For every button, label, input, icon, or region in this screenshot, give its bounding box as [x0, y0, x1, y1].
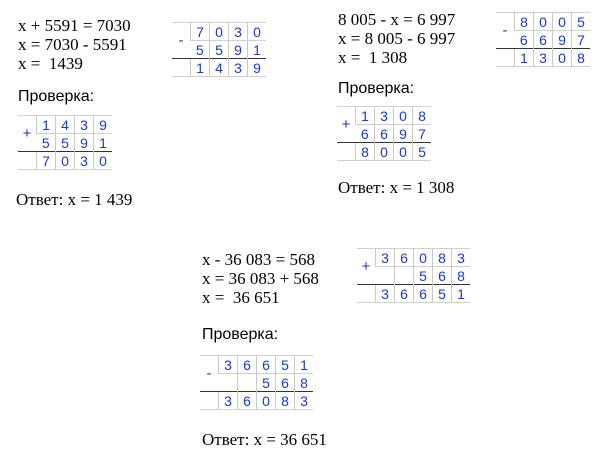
digit-cell: 8: [452, 267, 471, 285]
digit-cell: 6: [375, 125, 394, 143]
empty-cell: [200, 392, 219, 410]
empty-cell: [496, 49, 515, 67]
digit-cell: 8: [413, 107, 432, 125]
digit-cell: 0: [534, 13, 553, 31]
digit-cell: 5: [191, 41, 210, 59]
digit-cell: 9: [229, 41, 248, 59]
digit-cell: 3: [229, 59, 248, 77]
answer-text: Ответ: х = 1 439: [16, 190, 133, 209]
equation-line: x = 36 083 + 568: [202, 269, 319, 288]
digit-cell: 8: [276, 392, 295, 410]
digit-cell: 8: [433, 249, 452, 267]
digit-cell: 0: [414, 249, 433, 267]
digit-cell: 3: [75, 116, 94, 134]
digit-cell: 7: [413, 125, 432, 143]
operator-sign: +: [18, 116, 37, 152]
problem2-solve-table: [496, 12, 590, 67]
digit-cell: [395, 267, 414, 285]
empty-cell: [18, 152, 37, 170]
digit-cell: 3: [75, 152, 94, 170]
digit-cell: [219, 374, 238, 392]
digit-cell: 3: [219, 356, 238, 374]
digit-cell: 7: [37, 152, 56, 170]
digit-cell: 5: [572, 13, 591, 31]
problem1-solve-table: [172, 22, 266, 77]
digit-cell: 5: [210, 41, 229, 59]
digit-cell: 6: [534, 31, 553, 49]
answer-text: Ответ: х = 36 651: [202, 430, 327, 449]
digit-cell: 5: [433, 285, 452, 303]
equation-line: x = 36 651: [202, 288, 280, 307]
digit-cell: 5: [413, 143, 432, 161]
digit-cell: 3: [376, 249, 395, 267]
digit-cell: 0: [375, 143, 394, 161]
digit-cell: 1: [94, 134, 113, 152]
digit-cell: 3: [219, 392, 238, 410]
digit-cell: 6: [276, 374, 295, 392]
digit-cell: 5: [37, 134, 56, 152]
digit-cell: 1: [191, 59, 210, 77]
check-label: Проверка:: [18, 88, 95, 105]
digit-cell: 1: [452, 285, 471, 303]
digit-cell: 0: [56, 152, 75, 170]
problem3-check-table: [200, 355, 313, 410]
digit-cell: 0: [257, 392, 276, 410]
digit-cell: 4: [56, 116, 75, 134]
problem2-check-table: [337, 106, 431, 161]
equation-line: x + 5591 = 7030: [18, 16, 131, 35]
digit-cell: 9: [553, 31, 572, 49]
digit-cell: 8: [356, 143, 375, 161]
digit-cell: 8: [572, 49, 591, 67]
digit-cell: 3: [295, 392, 314, 410]
digit-cell: 6: [515, 31, 534, 49]
digit-cell: 9: [94, 116, 113, 134]
problem3-solve-table: [357, 248, 470, 303]
digit-cell: 5: [56, 134, 75, 152]
digit-cell: 6: [414, 285, 433, 303]
equation-line: x = 1439: [18, 54, 83, 73]
digit-cell: 1: [515, 49, 534, 67]
digit-cell: 0: [553, 13, 572, 31]
digit-cell: 1: [248, 41, 267, 59]
problem2-equations: [338, 10, 455, 67]
digit-cell: 1: [295, 356, 314, 374]
operator-sign: -: [172, 23, 191, 59]
digit-cell: 3: [452, 249, 471, 267]
digit-cell: 0: [394, 107, 413, 125]
digit-cell: 6: [356, 125, 375, 143]
digit-cell: 6: [238, 392, 257, 410]
problem1-check-table: [18, 115, 112, 170]
check-label: Проверка:: [338, 80, 415, 97]
operator-sign: +: [357, 249, 376, 285]
digit-cell: 6: [257, 356, 276, 374]
problem3-equations: [202, 250, 319, 307]
check-label: Проверка:: [202, 326, 279, 343]
digit-cell: 5: [276, 356, 295, 374]
equation-line: 8 005 - х = 6 997: [338, 10, 456, 29]
equation-line: х = 8 005 - 6 997: [338, 29, 456, 48]
empty-cell: [337, 143, 356, 161]
digit-cell: 0: [210, 23, 229, 41]
digit-cell: [376, 267, 395, 285]
empty-cell: [172, 59, 191, 77]
operator-sign: -: [496, 13, 515, 49]
digit-cell: 3: [376, 285, 395, 303]
digit-cell: 6: [238, 356, 257, 374]
digit-cell: 0: [394, 143, 413, 161]
digit-cell: 3: [534, 49, 553, 67]
operator-sign: -: [200, 356, 219, 392]
digit-cell: 9: [394, 125, 413, 143]
digit-cell: 0: [94, 152, 113, 170]
operator-sign: +: [337, 107, 356, 143]
digit-cell: 8: [515, 13, 534, 31]
digit-cell: 9: [75, 134, 94, 152]
digit-cell: 0: [553, 49, 572, 67]
equation-line: x = 7030 - 5591: [18, 35, 127, 54]
digit-cell: 8: [295, 374, 314, 392]
digit-cell: 6: [395, 285, 414, 303]
answer-text: Ответ: х = 1 308: [338, 178, 455, 197]
digit-cell: 0: [248, 23, 267, 41]
equation-line: x - 36 083 = 568: [202, 250, 315, 269]
digit-cell: 6: [395, 249, 414, 267]
digit-cell: 4: [210, 59, 229, 77]
empty-cell: [357, 285, 376, 303]
digit-cell: 5: [414, 267, 433, 285]
digit-cell: 5: [257, 374, 276, 392]
digit-cell: 7: [191, 23, 210, 41]
digit-cell: 6: [433, 267, 452, 285]
digit-cell: 7: [572, 31, 591, 49]
equation-line: х = 1 308: [338, 48, 408, 67]
digit-cell: 3: [229, 23, 248, 41]
digit-cell: 1: [37, 116, 56, 134]
digit-cell: 3: [375, 107, 394, 125]
digit-cell: 1: [356, 107, 375, 125]
problem1-equations: [18, 16, 131, 73]
digit-cell: 9: [248, 59, 267, 77]
digit-cell: [238, 374, 257, 392]
